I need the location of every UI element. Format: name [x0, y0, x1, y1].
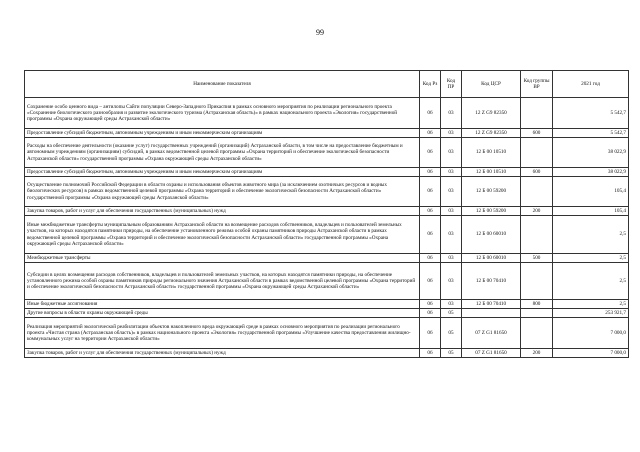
- row-amount: 7 000,0: [553, 349, 629, 358]
- row-code-rz: 06: [420, 263, 441, 300]
- row-code-rz: 06: [420, 318, 441, 349]
- row-amount: 5 542,7: [553, 98, 629, 129]
- table-row: [25, 309, 629, 318]
- table-row: [25, 216, 629, 254]
- row-code-pr: 03: [441, 207, 462, 216]
- row-amount: 2,5: [553, 216, 629, 254]
- row-code-rz: 06: [420, 168, 441, 177]
- row-name: Осуществление полномочий Российской Федерации в области охраны и использования объектов животного мира (за исключением охотничьих ресурсов и водных биологических ресурсов) в рамках ведомственной целевой программы «Охрана территорий и обеспечение экологической безопасности Астраханской области» государственной программы «Охрана окружающей среды Астраханской области»: [25, 177, 420, 207]
- row-code-pr: 03: [441, 254, 462, 263]
- table-header-row: [25, 71, 629, 98]
- row-amount: 253 921,7: [553, 309, 629, 318]
- row-code-vr: [521, 98, 553, 129]
- row-code-vr: [521, 138, 553, 168]
- row-code-rz: 06: [420, 98, 441, 129]
- row-code-pr: 03: [441, 263, 462, 300]
- row-code-csr: 07 Z G1 81650: [462, 318, 521, 349]
- row-amount: 5 542,7: [553, 129, 629, 138]
- row-code-pr: 03: [441, 300, 462, 309]
- row-name: Иные межбюджетные трансферты муниципальным образованиям Астраханской области на возмещение расходов собственников, владельцев и пользователей земельных участков, на которых находятся памятники природы, на обеспечение установленного режима особой охраны памятников природы Астраханской области в рамках ведомственной целевой программы «Охрана территорий и обеспечение экологической безопасности Астраханской области» государственной программы «Охрана окружающей среды Астраханской области»: [25, 216, 420, 254]
- budget-table: [24, 70, 629, 358]
- header-code-csr: Код ЦСР: [462, 71, 521, 98]
- header-year: 2021 год: [553, 71, 629, 98]
- table-body: [25, 98, 629, 358]
- table-row: [25, 98, 629, 129]
- row-name: Закупка товаров, работ и услуг для обеспечения государственных (муниципальных) нужд: [25, 349, 420, 358]
- row-code-csr: 12 Б 00 70410: [462, 300, 521, 309]
- row-name: Предоставление субсидий бюджетным, автономным учреждениям и иным некоммерческим организациям: [25, 129, 420, 138]
- row-code-vr: 800: [521, 300, 553, 309]
- row-name: Расходы на обеспечение деятельности (оказание услуг) государственных учреждений (организаций) Астраханской области, в том числе на предоставление бюджетным и автономным учреждениям (организациям) субсидий, в рамках ведомственной целевой программы «Охрана территорий и обеспечение экологической безопасности Астраханской области» государственной программы «Охрана окружающей среды Астраханской области»: [25, 138, 420, 168]
- row-code-rz: 06: [420, 254, 441, 263]
- row-code-rz: 06: [420, 207, 441, 216]
- row-name: Реализация мероприятий экологической реабилитации объектов накопленного вреда окружающей среде в рамках основного мероприятия по реализации регионального проекта «Чистая страна (Астраханская область)» в рамках национального проекта «Экология» государственной программы «Улучшение качества предоставления жилищно-коммунальных услуг на территории Астраханской области»: [25, 318, 420, 349]
- row-code-pr: 05: [441, 309, 462, 318]
- row-code-pr: 03: [441, 129, 462, 138]
- row-code-csr: 12 Б 00 59200: [462, 177, 521, 207]
- row-code-vr: 200: [521, 349, 553, 358]
- row-name: Иные бюджетные ассигнования: [25, 300, 420, 309]
- row-code-vr: [521, 177, 553, 207]
- row-code-csr: 12 Z G9 82350: [462, 98, 521, 129]
- row-code-csr: 12 Б 00 70410: [462, 263, 521, 300]
- table-row: [25, 129, 629, 138]
- row-code-csr: 12 Б 00 59200: [462, 207, 521, 216]
- row-code-vr: 500: [521, 254, 553, 263]
- table-row: [25, 168, 629, 177]
- row-code-pr: 03: [441, 168, 462, 177]
- header-code-pr: Код ПР: [441, 71, 462, 98]
- row-code-csr: [462, 309, 521, 318]
- table-row: [25, 318, 629, 349]
- row-code-pr: 03: [441, 138, 462, 168]
- row-code-csr: 12 Z G9 82350: [462, 129, 521, 138]
- row-code-rz: 06: [420, 129, 441, 138]
- row-code-vr: 600: [521, 129, 553, 138]
- row-code-rz: 06: [420, 300, 441, 309]
- table-row: [25, 177, 629, 207]
- row-code-csr: 12 Б 00 60010: [462, 216, 521, 254]
- row-amount: 2,5: [553, 300, 629, 309]
- row-code-csr: 12 Б 00 10510: [462, 138, 521, 168]
- header-code-vr: Код группы ВР: [521, 71, 553, 98]
- row-code-csr: 12 Б 00 10510: [462, 168, 521, 177]
- row-code-pr: 03: [441, 98, 462, 129]
- row-code-csr: 12 Б 00 60010: [462, 254, 521, 263]
- header-name: Наименование показателя: [25, 71, 420, 98]
- row-code-vr: [521, 216, 553, 254]
- row-amount: 7 000,0: [553, 318, 629, 349]
- row-code-rz: 06: [420, 349, 441, 358]
- row-name: Предоставление субсидий бюджетным, автономным учреждениям и иным некоммерческим организациям: [25, 168, 420, 177]
- row-amount: 105,4: [553, 207, 629, 216]
- header-code-rz: Код Рз: [420, 71, 441, 98]
- row-code-vr: [521, 263, 553, 300]
- table-row: [25, 138, 629, 168]
- row-amount: 2,5: [553, 254, 629, 263]
- row-amount: 38 022,9: [553, 138, 629, 168]
- row-code-csr: 07 Z G1 81650: [462, 349, 521, 358]
- row-amount: 105,4: [553, 177, 629, 207]
- row-code-pr: 05: [441, 349, 462, 358]
- table-row: [25, 263, 629, 300]
- row-name: Сохранение особо ценного вида – антилопы Сайги популяции Северо-Западного Прикаспия в рамках основного мероприятия по реализации регионального проекта «Сохранение биологического разнообразия и развитие экологического туризма (Астраханская область)» в рамках национального проекта «Экология» государственной программы «Охрана окружающей среды Астраханской области»: [25, 98, 420, 129]
- row-code-vr: [521, 309, 553, 318]
- row-name: Закупка товаров, работ и услуг для обеспечения государственных (муниципальных) нужд: [25, 207, 420, 216]
- table-row: [25, 207, 629, 216]
- row-code-rz: 06: [420, 138, 441, 168]
- row-code-vr: 200: [521, 207, 553, 216]
- row-name: Субсидии в целях возмещения расходов собственников, владельцев и пользователей земельных участков, на которых находятся памятники природы, на обеспечение установленного режима особой охраны памятников природы регионального значения Астраханской области в рамках ведомственной целевой программы «Охрана территорий и обеспечение экологической безопасности Астраханской области» государственной программы «Охрана окружающей среды Астраханской области»: [25, 263, 420, 300]
- row-code-vr: 600: [521, 168, 553, 177]
- row-name: Другие вопросы в области охраны окружающей среды: [25, 309, 420, 318]
- table-row: [25, 300, 629, 309]
- row-code-pr: 03: [441, 216, 462, 254]
- table-row: [25, 254, 629, 263]
- row-code-rz: 06: [420, 216, 441, 254]
- row-code-vr: [521, 318, 553, 349]
- table-row: [25, 349, 629, 358]
- page-number: 99: [316, 28, 324, 37]
- row-code-rz: 06: [420, 177, 441, 207]
- row-code-rz: 06: [420, 309, 441, 318]
- row-amount: 2,5: [553, 263, 629, 300]
- row-amount: 38 022,9: [553, 168, 629, 177]
- row-code-pr: 05: [441, 318, 462, 349]
- row-name: Межбюджетные трансферты: [25, 254, 420, 263]
- row-code-pr: 03: [441, 177, 462, 207]
